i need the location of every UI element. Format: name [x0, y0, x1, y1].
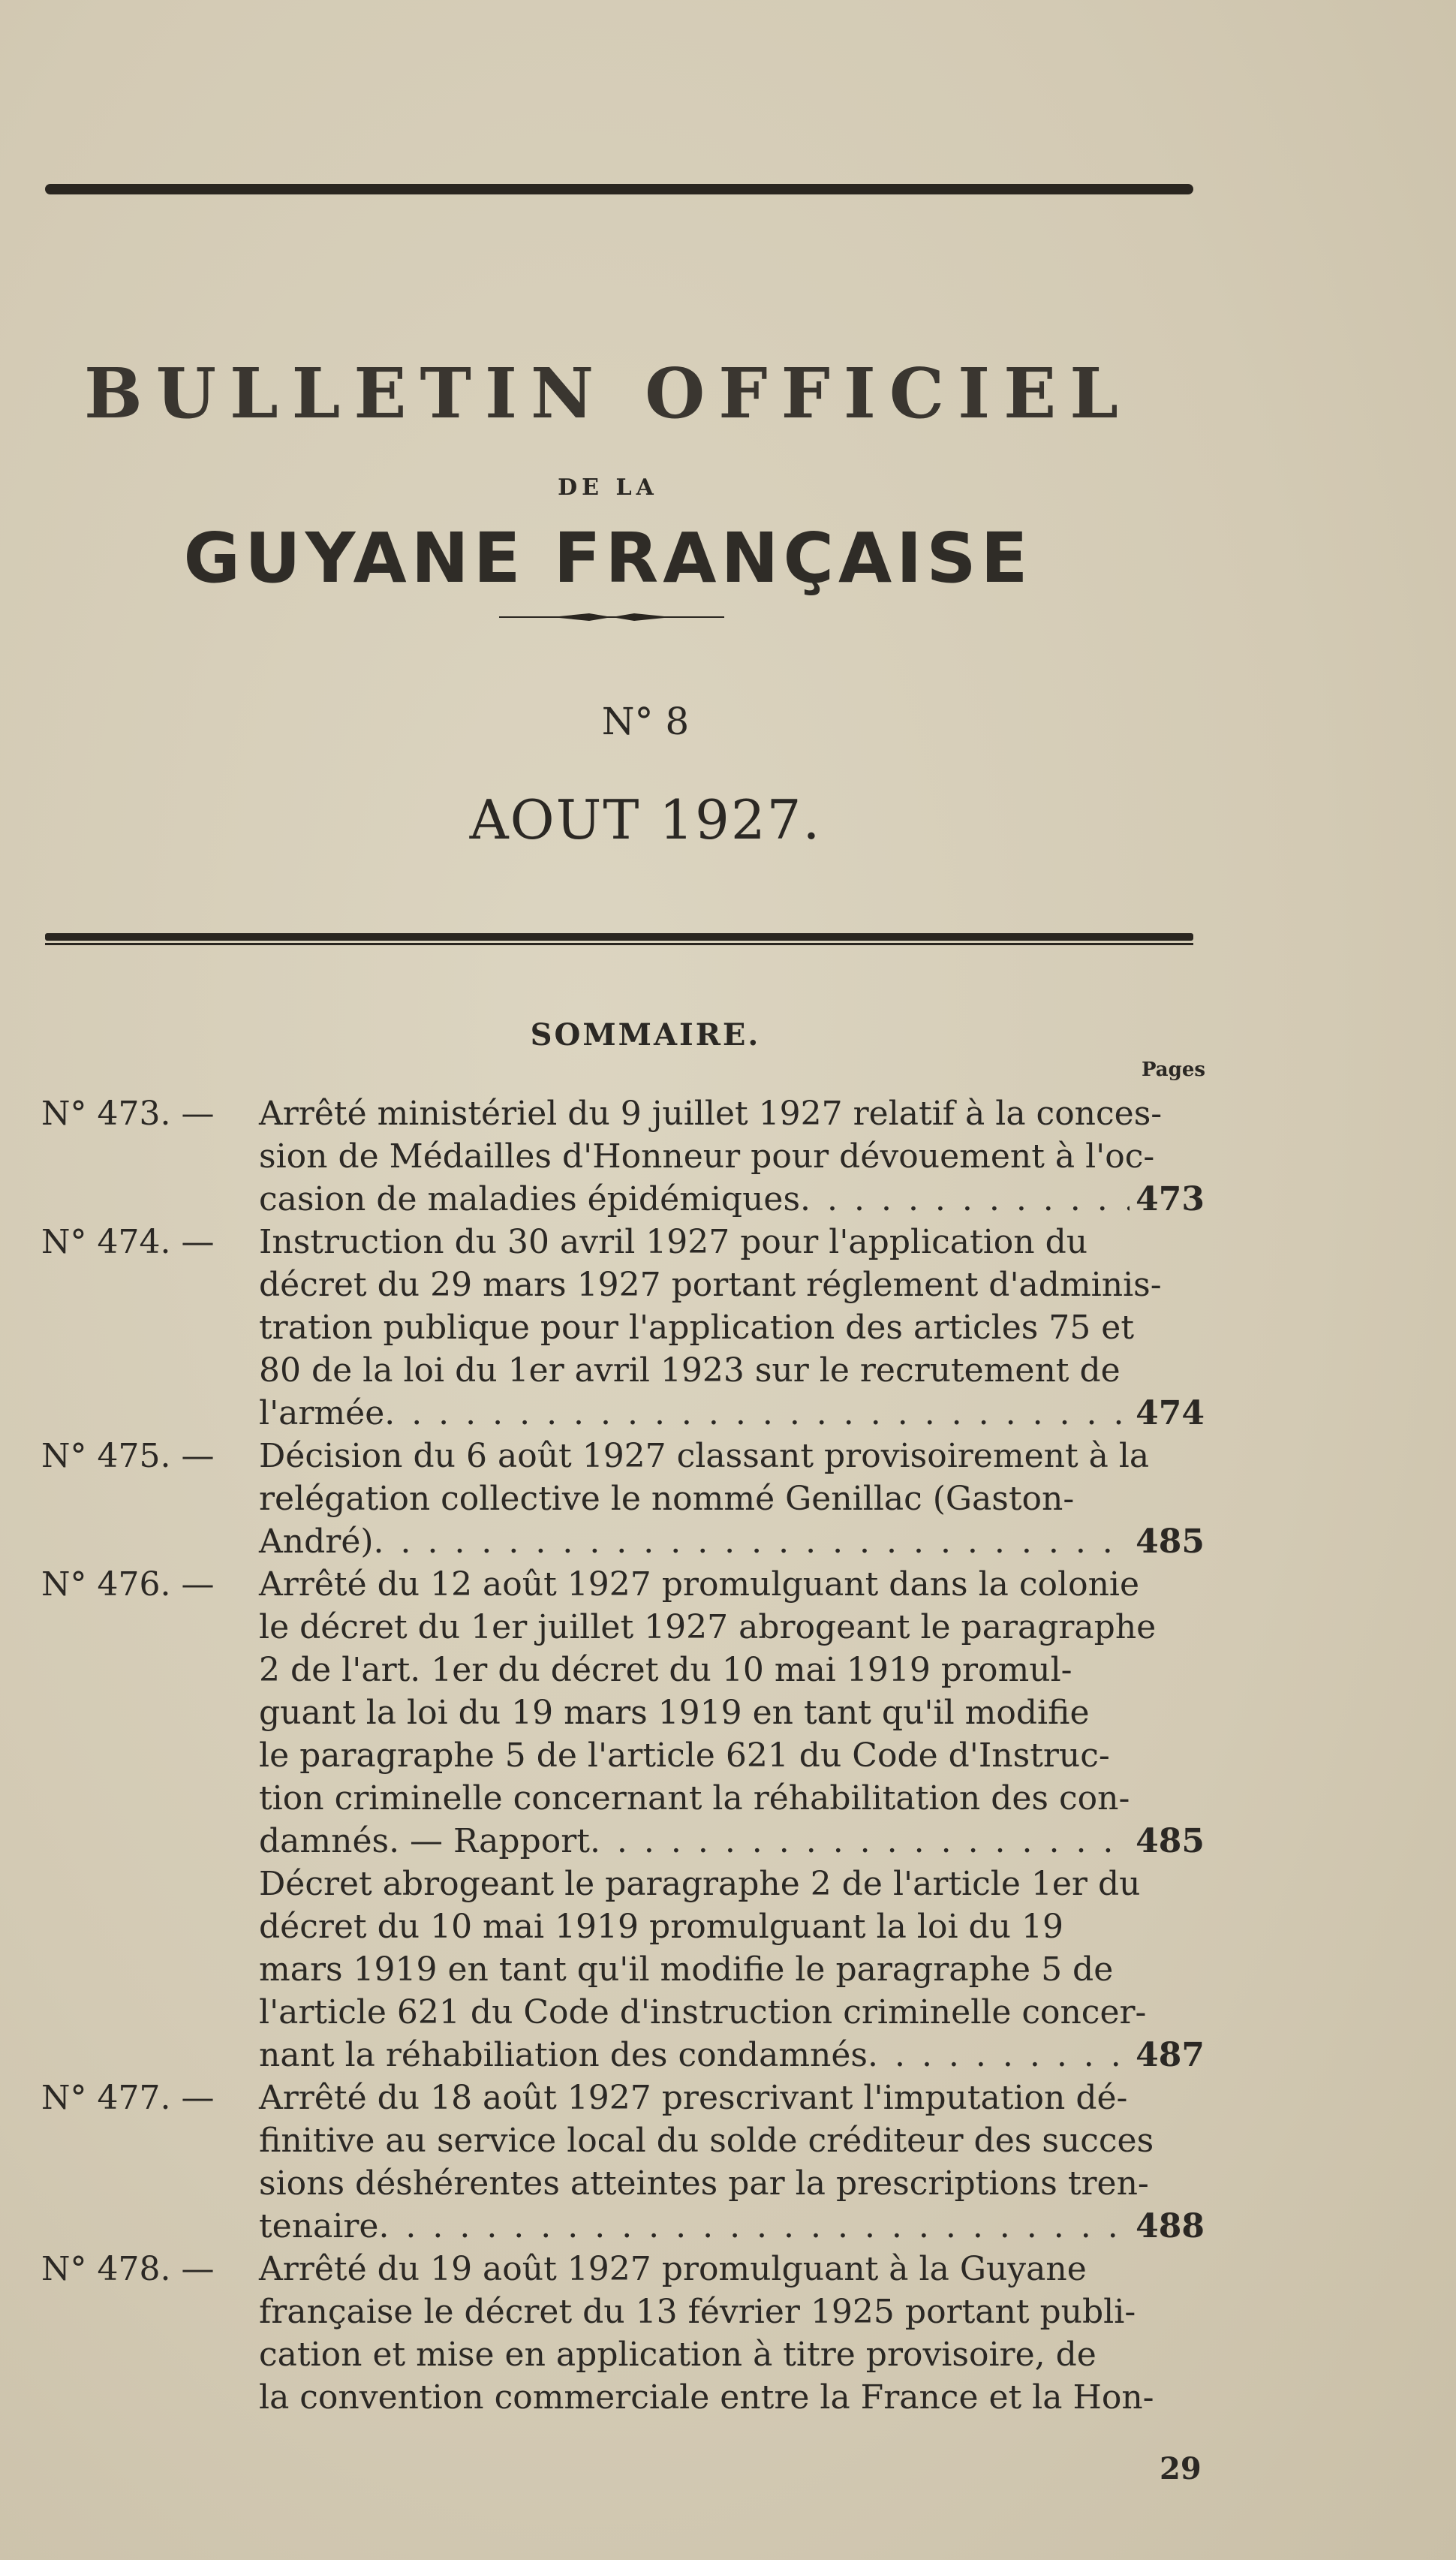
leader-dots: [800, 1178, 1130, 1221]
toc-entry: [41, 1563, 1205, 2077]
entry-line: cation et mise en application à titre provisoire, de: [259, 2336, 1097, 2374]
entry-number: N° 473. —: [41, 1095, 215, 1133]
page-number: 488: [1136, 2207, 1205, 2245]
entry-line: le paragraphe 5 de l'article 621 du Code d'Instruc-: [259, 1736, 1110, 1775]
entry-sub-line: mars 1919 en tant qu'il modifie le paragraphe 5 de: [259, 1950, 1114, 1989]
entry-line: Arrêté du 19 août 1927 promulguant à la Guyane: [259, 2250, 1087, 2288]
entry-body: [259, 1092, 1205, 1221]
entry-last-line: tenaire: [259, 2207, 379, 2245]
entry-body: [259, 1435, 1205, 1563]
entry-sub-line: l'article 621 du Code d'instruction criminelle concer-: [259, 1993, 1147, 2031]
leader-dots: [378, 2205, 1130, 2248]
entry-leader-line: [259, 2205, 1205, 2248]
entry-body: [259, 1221, 1205, 1435]
entry-line: Instruction du 30 avril 1927 pour l'application du: [259, 1223, 1088, 1261]
entry-line: la convention commerciale entre la France et la Hon-: [259, 2378, 1154, 2417]
entry-number: N° 474. —: [41, 1223, 215, 1261]
page-number: 487: [1136, 2036, 1205, 2074]
issue-date: AOUT 1927.: [469, 788, 822, 851]
entry-line: sion de Médailles d'Honneur pour dévouement à l'oc-: [259, 1137, 1155, 1176]
pages-label: Pages: [1141, 1059, 1205, 1081]
entry-line: relégation collective le nommé Genillac (Gaston-: [259, 1480, 1075, 1518]
top-rule: [45, 184, 1193, 194]
entry-line: tion criminelle concernant la réhabilitation des con-: [259, 1779, 1130, 1818]
toc-entry: [41, 2248, 1205, 2419]
entry-line: Décision du 6 août 1927 classant provisoirement à la: [259, 1437, 1150, 1475]
entry-leader-line: [259, 1392, 1205, 1435]
entry-line: tration publique pour l'application des articles 75 et: [259, 1309, 1134, 1347]
entry-sub-line: Décret abrogeant le paragraphe 2 de l'article 1er du: [259, 1865, 1141, 1903]
signature-mark: 29: [1160, 2451, 1202, 2486]
entry-sub-leader-line: [259, 2034, 1205, 2077]
entry-line: finitive au service local du solde créditeur des succes: [259, 2122, 1154, 2160]
entry-sub-line: décret du 10 mai 1919 promulguant la loi du 19: [259, 1908, 1063, 1946]
entry-number: N° 476. —: [41, 1565, 215, 1604]
entry-line: guant la loi du 19 mars 1919 en tant qu'il modifie: [259, 1694, 1090, 1732]
toc-entry: [41, 1221, 1205, 1435]
entry-line: décret du 29 mars 1927 portant réglement d'adminis-: [259, 1266, 1162, 1304]
middle-rule: [45, 933, 1193, 941]
entry-line: 80 de la loi du 1er avril 1923 sur le recrutement de: [259, 1351, 1121, 1390]
entry-number: N° 477. —: [41, 2079, 215, 2117]
page-number: 485: [1136, 1822, 1205, 1860]
entry-last-line: casion de maladies épidémiques: [259, 1180, 801, 1218]
toc-entry: [41, 2077, 1205, 2248]
page-number: 485: [1136, 1522, 1205, 1561]
sommaire-heading: SOMMAIRE.: [530, 1017, 761, 1053]
leader-dots: [374, 1520, 1130, 1563]
leader-dots: [590, 1820, 1130, 1863]
leader-dots: [384, 1392, 1130, 1435]
toc-entry: [41, 1092, 1205, 1221]
entry-last-line: André): [259, 1522, 374, 1561]
leader-dots: [868, 2034, 1130, 2077]
entry-line: Arrêté ministériel du 9 juillet 1927 relatif à la conces-: [259, 1095, 1163, 1133]
entry-body: [259, 2077, 1205, 2248]
entry-last-line: l'armée: [259, 1394, 385, 1432]
entry-leader-line: [259, 1178, 1205, 1221]
entry-line: Arrêté du 18 août 1927 prescrivant l'imputation dé-: [259, 2079, 1128, 2117]
bulletin-title: BULLETIN OFFICIEL: [84, 353, 1132, 434]
de-la-label: DE LA: [558, 474, 658, 501]
toc-entry: [41, 1435, 1205, 1563]
entry-line: française le décret du 13 février 1925 portant publi-: [259, 2293, 1136, 2331]
entry-line: le décret du 1er juillet 1927 abrogeant le paragraphe: [259, 1608, 1157, 1646]
guyane-title: GUYANE FRANÇAISE: [183, 518, 1033, 598]
entry-leader-line: [259, 1820, 1205, 1863]
entry-sub-body: [259, 1863, 1205, 2077]
entry-body: [259, 2248, 1205, 2419]
entry-last-line: damnés. — Rapport: [259, 1822, 590, 1860]
entry-number: N° 475. —: [41, 1437, 215, 1475]
page-number: 473: [1136, 1180, 1205, 1218]
entry-line: sions déshérentes atteintes par la prescriptions tren-: [259, 2164, 1149, 2203]
issue-number: N° 8: [601, 700, 690, 743]
entry-number: N° 478. —: [41, 2250, 215, 2288]
entry-line: 2 de l'art. 1er du décret du 10 mai 1919 promul-: [259, 1651, 1072, 1689]
entry-body: [259, 1563, 1205, 1863]
entry-line: Arrêté du 12 août 1927 promulguant dans la colonie: [259, 1565, 1140, 1604]
entry-sub-last-line: nant la réhabiliation des condamnés: [259, 2036, 868, 2074]
entry-leader-line: [259, 1520, 1205, 1563]
page-number: 474: [1136, 1394, 1205, 1432]
table-of-contents: [41, 1092, 1205, 2419]
ornament-divider-icon: [499, 612, 724, 622]
